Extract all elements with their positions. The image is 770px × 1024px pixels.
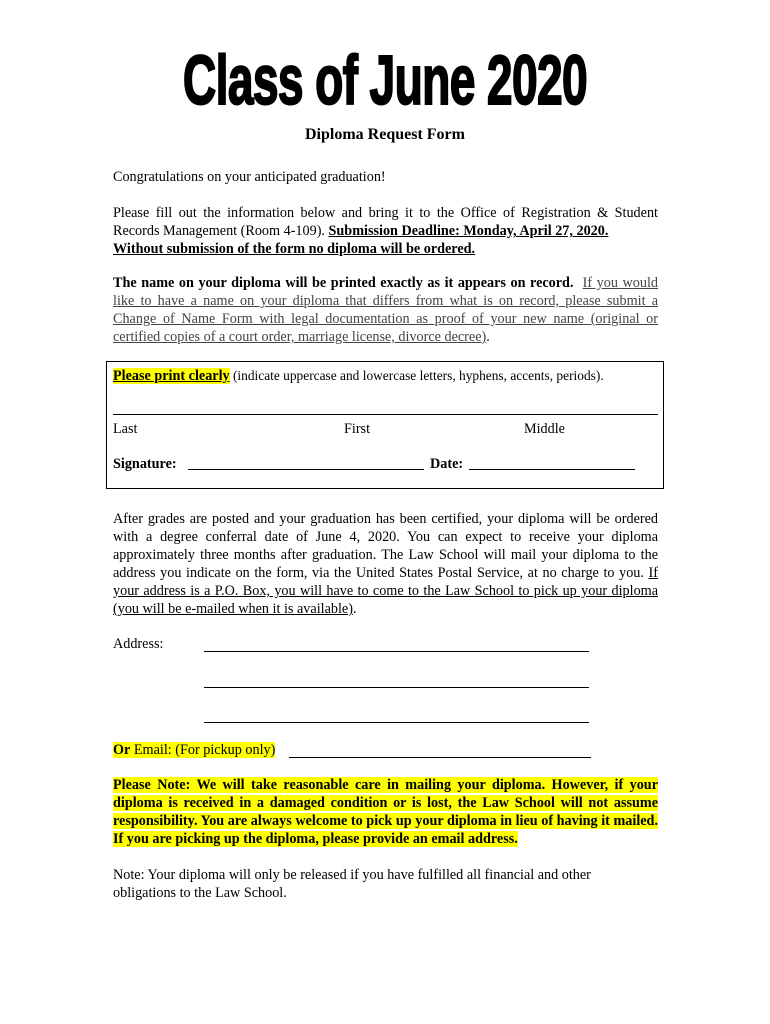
period: . (486, 329, 490, 345)
address-line-2[interactable] (204, 687, 589, 688)
middle-name-label: Middle (524, 421, 565, 437)
please-note-label: Please Note (113, 777, 186, 793)
release-note: Note: Your diploma will only be released if you have fulfilled all financial and other obligations to the Law School. (113, 867, 591, 901)
address-line-1[interactable] (204, 651, 589, 652)
name-record-statement: The name on your diploma will be printed exactly as it appears on record. (113, 275, 574, 291)
please-note-text: : We will take reasonable care in mailing your diploma. However, if your diploma is received in a damaged condition or is lost, the Law School will not assume responsibility. You are always welcome to pick up your diploma in lieu of having it mailed. If you are picking up the diploma, please provide an email address. (113, 777, 658, 847)
after-graduation-text: After grades are posted and your graduation has been certified, your diploma will be ordered with a degree conferral date of June 4, 2020. You can expect to receive your diploma approximately three months after graduation. The Law School will mail your diploma to the address you indicate on the form, via the United States Postal Service, at no charge to you. (113, 511, 658, 581)
email-label-row (113, 741, 275, 759)
email-label: Email: (For pickup only) (130, 742, 276, 758)
address-line-3[interactable] (204, 722, 589, 723)
please-note-paragraph (113, 776, 658, 848)
class-banner: Class of June 2020 (182, 41, 588, 119)
signature-field[interactable] (188, 469, 424, 470)
last-name-label: Last (113, 421, 138, 437)
instructions-paragraph (113, 204, 658, 258)
email-field[interactable] (289, 757, 591, 758)
submission-deadline: Submission Deadline: Monday, April 27, 2020. (328, 223, 609, 239)
signature-label: Signature: (113, 456, 177, 472)
name-entry-line[interactable] (113, 414, 658, 415)
print-clearly-hint: (indicate uppercase and lowercase letters, hyphens, accents, periods). (229, 368, 604, 383)
no-submission-warning: Without submission of the form no diploma will be ordered. (113, 241, 476, 257)
address-label: Address: (113, 636, 164, 652)
change-of-name-info: If you would like to have a name on your diploma that differs from what is on record, please submit a Change of Name Form with legal documentation as proof of your new name (original or certified copies of a court order, marriage license, divorce decree) (113, 275, 658, 345)
or-label: Or (113, 742, 131, 758)
date-field[interactable] (469, 469, 635, 470)
after-graduation-paragraph (113, 510, 658, 618)
po-box-notice: If your address is a P.O. Box, you will have to come to the Law School to pick up your diploma (you will be e-mailed when it is available) (113, 565, 658, 617)
instructions-text: Please fill out the information below and bring it to the Office of Registration & Student Records Management (Room 4-109). (113, 205, 658, 239)
period: . (352, 601, 357, 617)
form-title: Diploma Request Form (305, 126, 465, 143)
date-label: Date: (430, 456, 464, 472)
print-clearly-instruction (113, 367, 604, 385)
print-clearly-label: Please print clearly (113, 368, 230, 384)
congratulations-text: Congratulations on your anticipated graduation! (113, 169, 386, 185)
first-name-label: First (344, 421, 371, 437)
name-record-paragraph (113, 274, 658, 346)
